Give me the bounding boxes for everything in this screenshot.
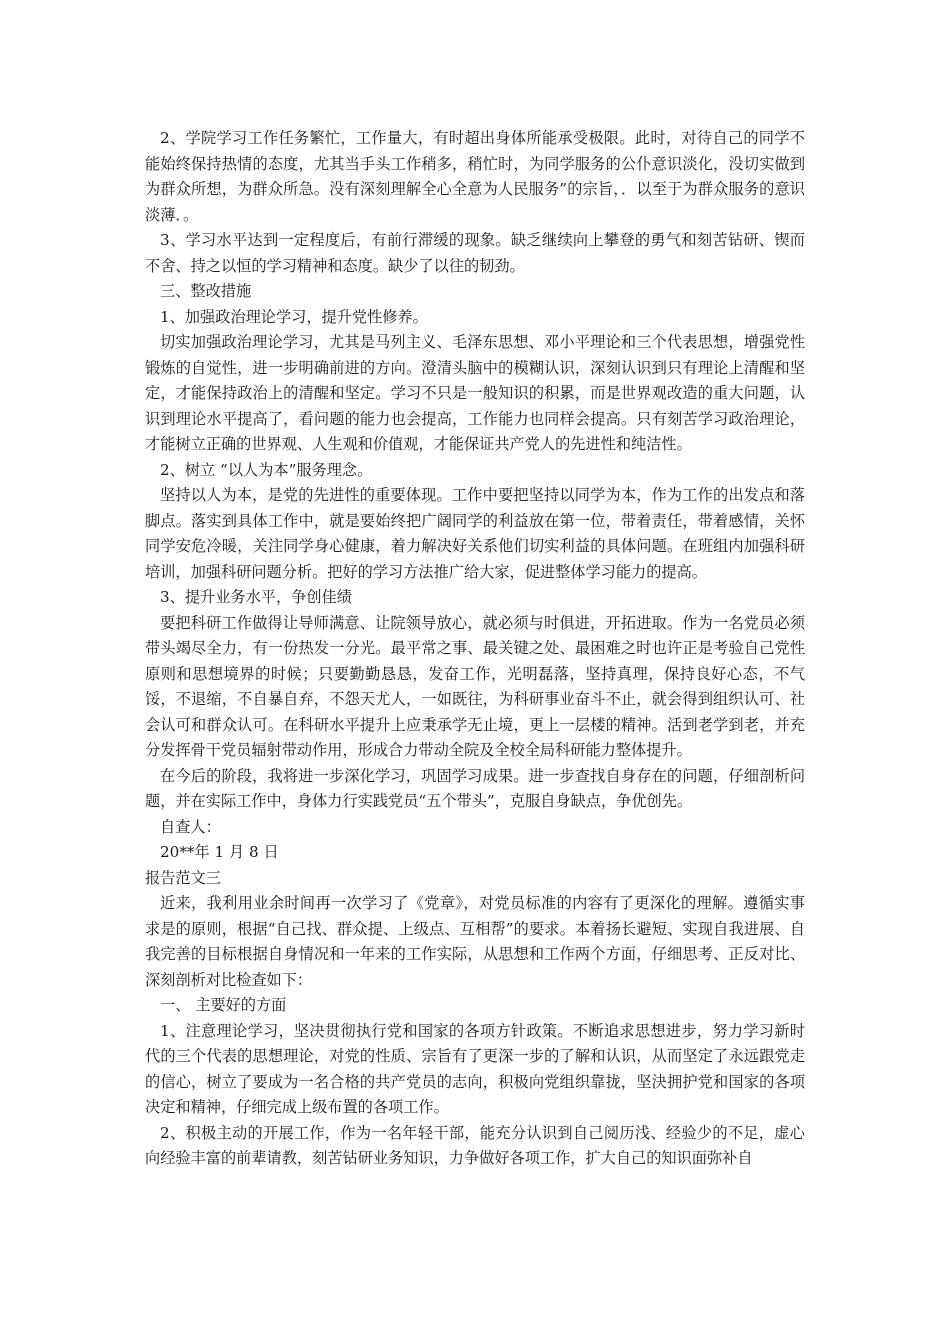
paragraph-9: 2、积极主动的开展工作，作为一名年轻干部，能充分认识到自己阅历浅、经验少的不足，虚心向经验丰富的前辈请教，刻苦钻研业务知识，力争做好各项工作，扩大自己的知识面弥补自 bbox=[145, 1123, 805, 1167]
paragraph-2: 3、学习水平达到一定程度后，有前行滞缓的现象。缺乏继续向上攀登的勇气和刻苦钻研、锲而不舍、持之以恒的学习精神和态度。缺少了以往的韧劲。 bbox=[145, 231, 805, 275]
paragraph-5: 要把科研工作做得让导师满意、让院领导放心，就必须与时俱进，开拓进取。作为一名党员必须带头竭尽全力，有一份热发一分光。最平常之事、最关键之处、最困难之时也许正是考验自己党性原则和思想境界的时候；只要勤勤恳恳，发奋工作，光明磊落，坚持真理，保持良好心态，不气馁，不退缩，不自暴自弃，不怨天尤人，一如既往，为科研事业奋斗不止，就会得到组织认可、社会认可和群众认可。在科研水平提升上应秉承学无止境，更上一层楼的精神。活到老学到老，并充分发挥骨干党员辐射带动作用，形成合力带动全院及全校全局科研能力整体提升。 bbox=[145, 613, 805, 759]
report-sample-title: 报告范文三 bbox=[145, 868, 221, 887]
paragraph-8: 1、注意理论学习，坚决贯彻执行党和国家的各项方针政策。不断追求思想进步，努力学习新时代的三个代表的思想理论，对党的性质、宗旨有了更深一步的了解和认识，从而坚定了永远跟党走的信心，树立了要成为一名合格的共产党员的志向，积极向党组织靠拢，坚決拥护党和国家的各项决定和精神，仔细完成上级布置的各项工作。 bbox=[145, 1021, 805, 1116]
date-line: 20**年 1 月 8 日 bbox=[160, 843, 279, 861]
subheading-2: 2、树立 “以人为本”服务理念。 bbox=[160, 460, 373, 479]
document-body bbox=[145, 126, 805, 1172]
section-heading-rectification: 三、整改措施 bbox=[160, 282, 252, 300]
paragraph-6: 在今后的阶段，我将进一步深化学习，巩固学习成果。进一步查找自身存在的问题，仔细剖析问题，并在实际工作中，身体力行实践党员“五个带头”，克服自身缺点，争优创先。 bbox=[145, 766, 805, 810]
self-inspector-label: 自查人： bbox=[160, 817, 221, 836]
paragraph-3: 切实加强政治理论学习，尤其是马列主义、毛泽东思想、邓小平理论和三个代表思想，增强党性锻炼的自觉性，进一步明确前进的方向。澄清头脑中的模糊认识，深刻认识到只有理论上清醒和坚定，才能保持政治上的清醒和坚定。学习不只是一般知识的积累，而是世界观改造的重大问题，认识到理论水平提高了，看问题的能力也会提高，工作能力也同样会提高。只有刻苦学习政治理论，才能树立正确的世界观、人生观和价值观，才能保证共产党人的先进性和纯洁性。 bbox=[145, 333, 805, 453]
paragraph-4: 坚持以人为本，是党的先进性的重要体现。工作中要把坚持以同学为本，作为工作的出发点和落脚点。落实到具体工作中，就是要始终把广阔同学的利益放在第一位，带着责任，带着感情，关怀同学安危冷暖，关注同学身心健康，着力解决好关系他们切实利益的具体问题。在班组内加强科研培训，加强科研问题分析。把好的学习方法推广给大家，促进整体学习能力的提高。 bbox=[145, 486, 805, 581]
paragraph-1: 2、学院学习工作任务繁忙，工作量大，有时超出身体所能承受极限。此时，对待自己的同学不能始终保持热情的态度，尤其当手头工作稍多，稍忙时，为同学服务的公仆意识淡化，没切实做到为群众所想，为群众所急。没有深刻理解全心全意为人民服务”的宗旨，．以至于为群众服务的意识淡薄．。 bbox=[145, 129, 805, 224]
section-heading-good-aspects: 一、 主要好的方面 bbox=[160, 996, 287, 1014]
subheading-1: 1、加强政治理论学习，提升党性修养。 bbox=[160, 307, 428, 326]
subheading-3: 3、提升业务水平，争创佳绩 bbox=[160, 588, 352, 606]
paragraph-7: 近来，我利用业余时间再一次学习了《党章》，对党员标准的内容有了更深化的理解。遵循实事求是的原则，根据“自己找、群众提、上级点、互相帮”的要求。本着扬长避短、实现自我进展、自我完善的目标根据自身情况和一年来的工作实际，从思想和工作两个方面，仔细思考、正反对比、深刻剖析对比检查如下： bbox=[145, 894, 805, 989]
